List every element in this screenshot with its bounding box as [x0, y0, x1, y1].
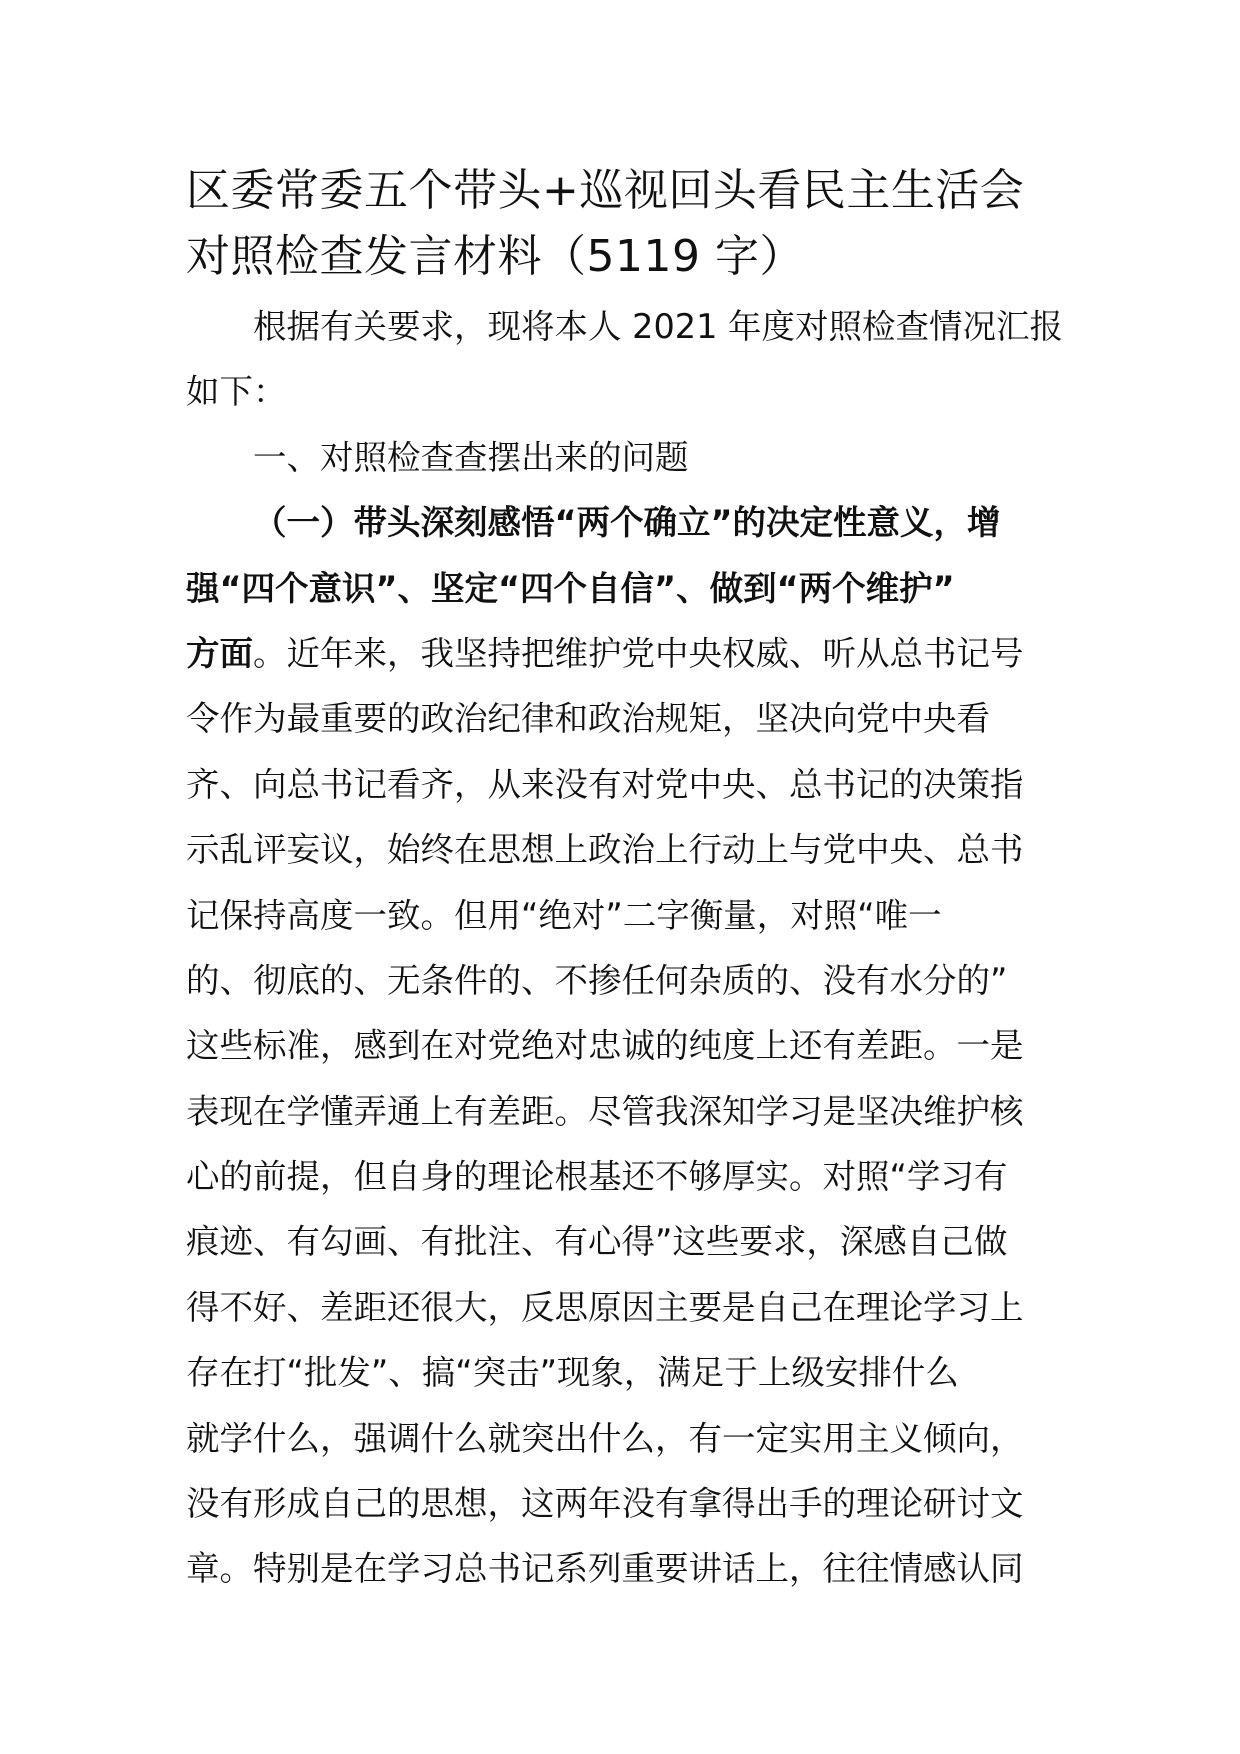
body-line: 就学什么，强调什么就突出什么，有一定实用主义倾向， [186, 1418, 1024, 1458]
body-line: 示乱评妄议，始终在思想上政治上行动上与党中央、总书 [186, 830, 1024, 870]
document-title [186, 158, 1056, 290]
subsection-heading-line-1: （一）带头深刻感悟“两个确立”的决定性意义，增 [253, 503, 1001, 543]
body-line: 表现在学懂弄通上有差距。尽管我深知学习是坚决维护核 [186, 1091, 1024, 1131]
section-heading: 一、对照检查查摆出来的问题 [253, 437, 689, 477]
intro-line-2: 如下： [186, 372, 287, 412]
subsection-heading-tail: 方面 [186, 633, 253, 673]
body-line: 存在打“批发”、搞“突击”现象，满足于上级安排什么 [186, 1353, 959, 1393]
body-line-first [186, 621, 1056, 686]
document-body [186, 294, 1064, 1602]
body-line: 痕迹、有勾画、有批注、有心得”这些要求，深感自己做 [186, 1222, 1008, 1262]
title-line-2: 对照检查发言材料（5119 字） [186, 231, 804, 282]
body-line: 记保持高度一致。但用“绝对”二字衡量，对照“唯一 [186, 895, 942, 935]
body-line: 令作为最重要的政治纪律和政治规矩，坚决向党中央看 [186, 699, 990, 739]
body-line: 没有形成自己的思想，这两年没有拿得出手的理论研讨文 [186, 1484, 1024, 1524]
subsection-heading-line-2: 强“四个意识”、坚定“四个自信”、做到“两个维护” [186, 568, 955, 608]
body-line: 得不好、差距还很大，反思原因主要是自己在理论学习上 [186, 1287, 1024, 1327]
body-line: 心的前提，但自身的理论根基还不够厚实。对照“学习有 [186, 1157, 1008, 1197]
body-line: 这些标准，感到在对党绝对忠诚的纯度上还有差距。一是 [186, 1026, 1024, 1066]
body-line-first-text: 。近年来，我坚持把维护党中央权威、听从总书记号 [253, 633, 1024, 673]
body-line: 齐、向总书记看齐，从来没有对党中央、总书记的决策指 [186, 764, 1024, 804]
intro-line-1: 根据有关要求，现将本人 2021 年度对照检查情况汇报 [253, 307, 1064, 346]
body-line: 的、彻底的、无条件的、不掺任何杂质的、没有水分的” [186, 960, 1008, 1000]
body-line: 章。特别是在学习总书记系列重要讲话上，往往情感认同 [186, 1549, 1024, 1589]
title-line-1: 区委常委五个带头+巡视回头看民主生活会 [186, 165, 1025, 216]
document-page [186, 158, 1064, 1602]
